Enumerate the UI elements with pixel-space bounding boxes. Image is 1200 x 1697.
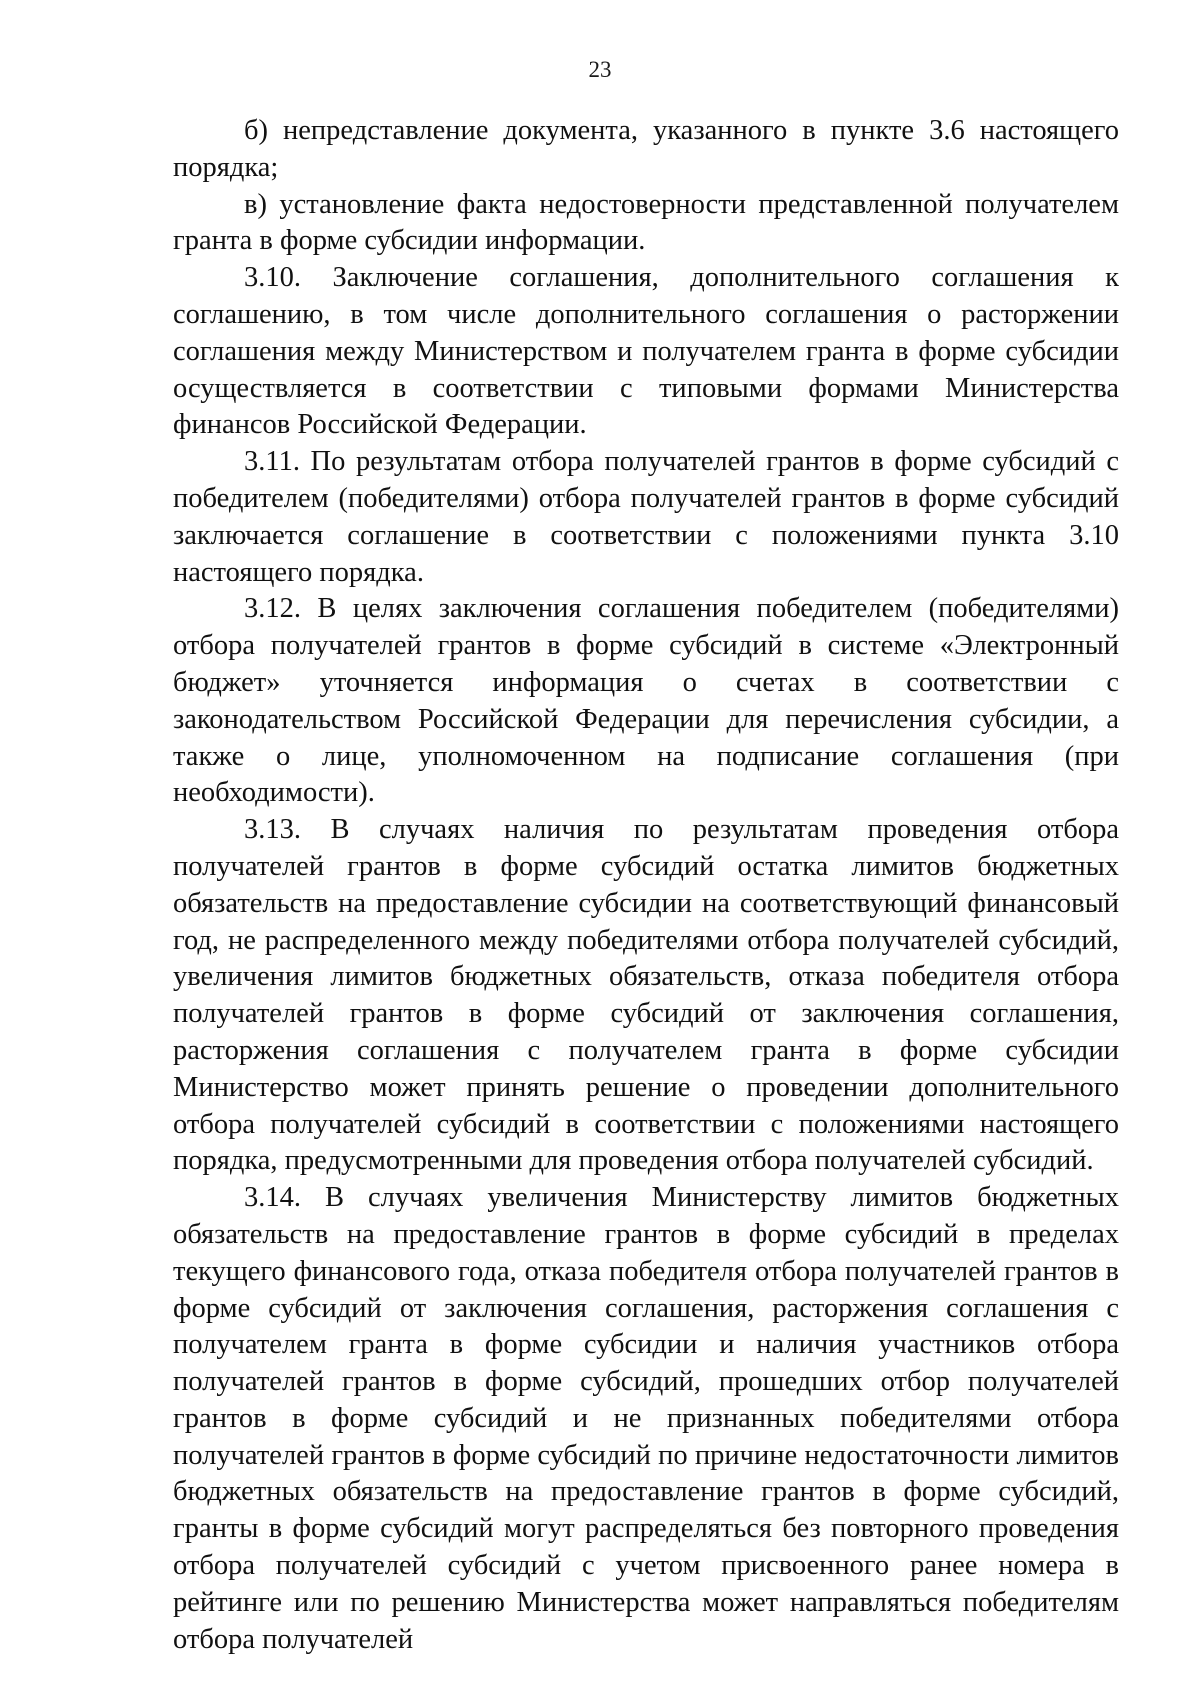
page-number: 23 [588,57,612,82]
paragraph-v: в) установление факта недостоверности представленной получателем гранта в форме субсидии информации. [173,188,1119,257]
paragraph-3-13: 3.13. В случаях наличия по результатам проведения отбора получателей грантов в форме субсидий остатка лимитов бюджетных обязательств на предоставление субсидии на соответствующий финансовый год, не распределенного между победителями отбора получателей субсидий, увеличения лимитов бюджетных обязательств, отказа победителя отбора получателей грантов в форме субсидий от заключения соглашения, расторжения соглашения с получателем гранта в форме субсидии Министерство может принять решение о проведении дополнительного отбора получателей субсидий в соответствии с положениями настоящего порядка, предусмотренными для проведения отбора получателей субсидий. [173,814,1119,1177]
document-body [173,113,1119,1658]
paragraph-3-11: 3.11. По результатам отбора получателей грантов в форме субсидий с победителем (победителями) отбора получателей грантов в форме субсидий заключается соглашение в соответствии с положениями пункта 3.10 настоящего порядка. [173,446,1119,588]
paragraph-3-14: 3.14. В случаях увеличения Министерству лимитов бюджетных обязательств на предоставление грантов в форме субсидий в пределах текущего финансового года, отказа победителя отбора получателей грантов в форме субсидий от заключения соглашения, расторжения соглашения с получателем гранта в форме субсидии и наличия участников отбора получателей грантов в форме субсидий, прошедших отбор получателей грантов в форме субсидий и не признанных победителями отбора получателей грантов в форме субсидий по причине недостаточности лимитов бюджетных обязательств на предоставление грантов в форме субсидий, гранты в форме субсидий могут распределяться без повторного проведения отбора получателей субсидий с учетом присвоенного ранее номера в рейтинге или по решению Министерства может направляться победителям отбора получателей [173,1182,1119,1655]
paragraph-3-10: 3.10. Заключение соглашения, дополнительного соглашения к соглашению, в том числе дополнительного соглашения о расторжении соглашения между Министерством и получателем гранта в форме субсидии осуществляется в соответствии с типовыми формами Министерства финансов Российской Федерации. [173,262,1119,441]
paragraph-b: б) непредставление документа, указанного в пункте 3.6 настоящего порядка; [173,115,1119,183]
paragraph-3-12: 3.12. В целях заключения соглашения победителем (победителями) отбора получателей грантов в форме субсидий в системе «Электронный бюджет» уточняется информация о счетах в соответствии с законодательством Российской Федерации для перечисления субсидии, а также о лице, уполномоченном на подписание соглашения (при необходимости). [173,593,1119,809]
